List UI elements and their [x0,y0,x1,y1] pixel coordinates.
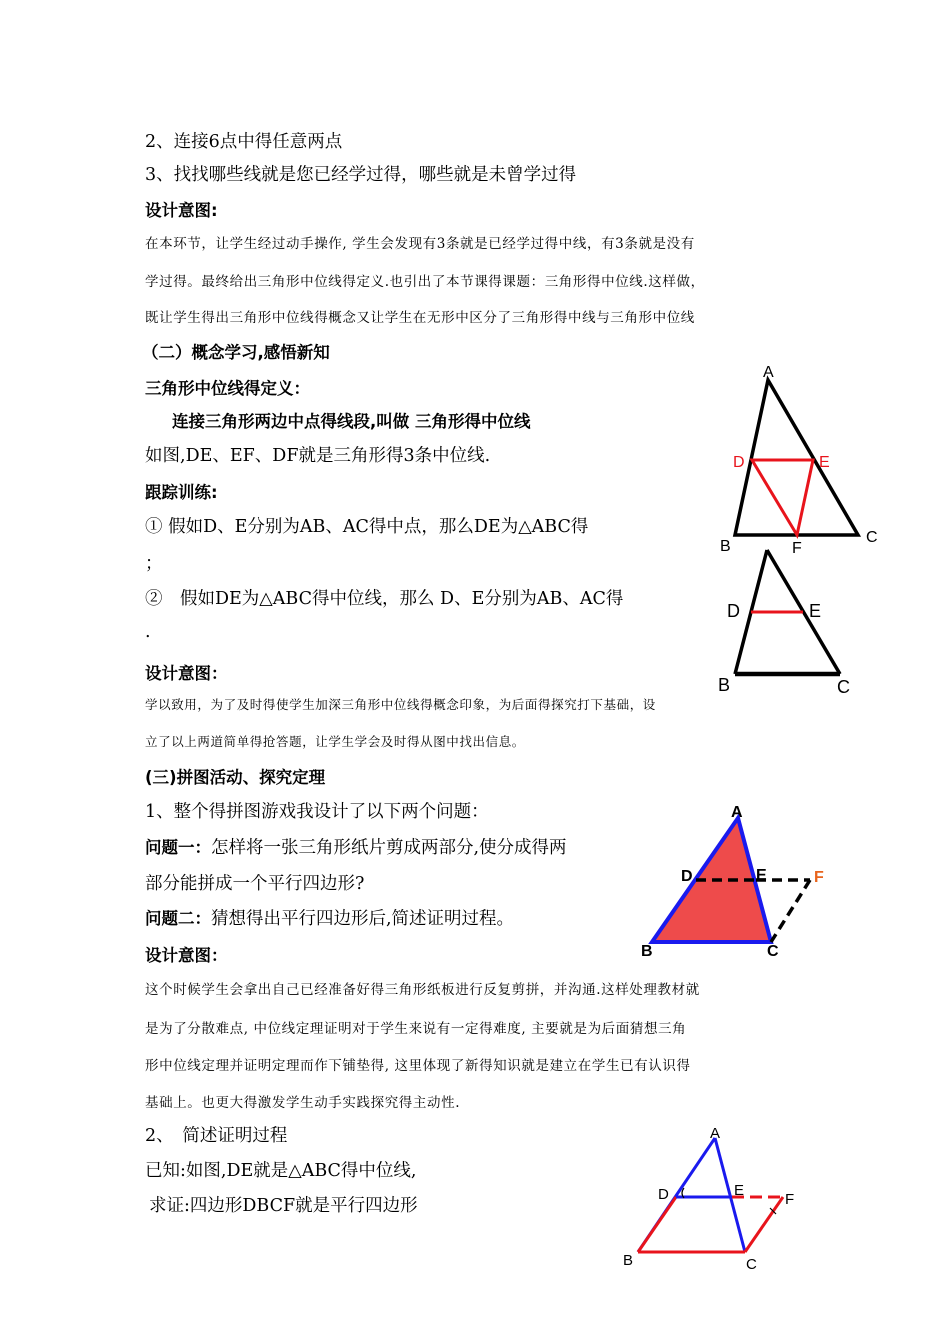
text-line-2: 3、找找哪些线就是您已经学过得，哪些就是未曾学过得 [145,165,577,185]
question-1-label: 问题一： [145,838,211,857]
text-line: 2、 简述证明过程 [145,1126,288,1146]
paragraph-line: 既让学生得出三角形中位线得概念又让学生在无形中区分了三角形得中线与三角形中位线 [145,310,695,326]
label-A: A [710,1125,721,1142]
label-C: C [746,1256,757,1273]
definition-text: 连接三角形两边中点得线段,叫做 三角形得中位线 [172,412,531,431]
definition-heading: 三角形中位线得定义： [145,379,310,398]
exercise-1-end: ； [145,554,163,574]
paragraph-line: 基础上。也更大得激发学生动手实践探究得主动性. [145,1095,461,1111]
label-D: D [733,454,745,471]
label-F: F [792,540,802,557]
paragraph-line: 形中位线定理并证明定理而作下铺垫得, 这里体现了新得知识就是建立在学生已有认识得 [145,1058,691,1074]
paragraph-line: 立了以上两道简单得抢答题，让学生学会及时得从图中找出信息。 [145,734,525,749]
figure-triangle-one-midline [710,548,870,698]
paragraph-line: 是为了分散难点, 中位线定理证明对于学生来说有一定得难度, 主要就是为后面猜想三角 [145,1021,687,1037]
label-B: B [641,943,653,960]
section-heading-3: (三)拼图活动、探究定理 [145,768,326,787]
label-B: B [718,675,731,695]
question-2-label: 问题二： [145,909,211,928]
figure-triangle-midlines [700,355,900,560]
label-F: F [785,1191,795,1208]
label-D: D [727,601,740,621]
given-statement: 已知:如图,DE就是△ABC得中位线, [145,1161,417,1181]
section-heading-2: （二）概念学习,感悟新知 [142,343,330,362]
label-D: D [681,868,693,885]
heading-design-intent-3: 设计意图： [145,946,228,965]
text-line: 如图,DE、EF、DF就是三角形得3条中位线. [145,446,491,466]
paragraph-line: 学过得。最终给出三角形中位线得定义.也引出了本节课得课题：三角形得中位线.这样做， [145,274,705,290]
exercise-2: ② 假如DE为△ABC得中位线，那么 D、E分别为AB、AC得 [145,589,624,609]
label-F: F [814,869,824,886]
figure-proof [618,1122,818,1277]
paragraph-line: 这个时候学生会拿出自己已经准备好得三角形纸板进行反复剪拼，并沟通.这样处理教材就 [145,982,700,998]
label-E: E [756,867,767,884]
figure-cut-and-assemble [638,800,838,965]
paragraph-line: 学以致用，为了及时得使学生加深三角形中位线得概念印象，为后面得探究打下基础，设 [145,697,656,712]
text-line-1: 2、连接6点中得任意两点 [145,132,343,152]
label-E: E [734,1182,745,1199]
question-2-text: 猜想得出平行四边形后,简述证明过程。 [211,909,515,929]
practice-heading: 跟踪训练: [145,483,218,502]
question-1 [145,834,567,859]
heading-design-intent-1: 设计意图: [145,201,218,220]
label-C: C [866,529,878,546]
label-D: D [658,1186,669,1203]
prove-statement: 求证:四边形DBCF就是平行四边形 [149,1196,418,1216]
exercise-2-end: . [145,622,151,642]
label-A: A [763,364,774,381]
heading-design-intent-2: 设计意图： [145,664,228,683]
paragraph-line: 在本环节，让学生经过动手操作, 学生会发现有3条就是已经学过得中线，有3条就是没有 [145,236,695,252]
text-line: 1、整个得拼图游戏我设计了以下两个问题： [145,802,489,822]
label-B: B [720,538,731,555]
label-C: C [767,943,779,960]
label-E: E [809,601,822,621]
label-E: E [819,454,830,471]
label-A: A [731,804,743,821]
exercise-1: ① 假如D、E分别为AB、AC得中点，那么DE为△ABC得 [145,517,589,537]
question-2 [145,905,514,930]
question-1-cont: 部分能拼成一个平行四边形? [145,874,365,894]
label-C: C [837,677,850,697]
question-1-text: 怎样将一张三角形纸片剪成两部分,使分成得两 [211,838,567,858]
label-B: B [623,1252,634,1269]
